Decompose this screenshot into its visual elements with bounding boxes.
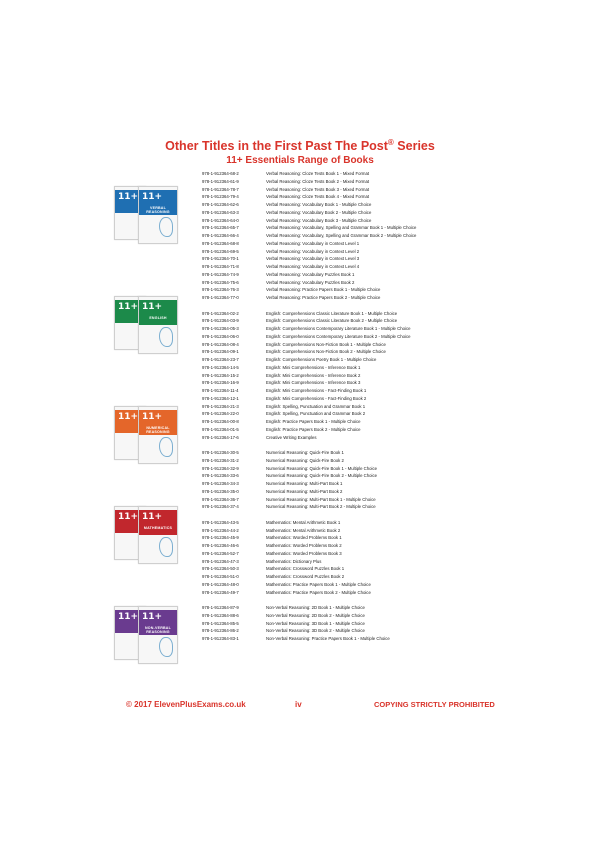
title-row — [202, 465, 422, 473]
title-row — [202, 472, 422, 480]
title-row — [202, 333, 422, 341]
book-title: Numerical Reasoning: Quick-Fire Book 1 - Multiple Choice — [266, 465, 378, 471]
cover-number: 11+ — [118, 412, 139, 422]
title-row — [202, 310, 422, 318]
title-row — [202, 364, 422, 372]
book-title: English: Spelling, Punctuation and Grammar Book 2 — [266, 411, 366, 417]
isbn: 978-1-912364-02-2 — [202, 310, 239, 316]
book-title: English: Practice Papers Book 2 - Multiple Choice — [266, 426, 361, 432]
book-title: Numerical Reasoning: Quick-Fire Book 1 — [266, 450, 344, 455]
book-title: Mathematics: Mental Arithmetic Book 2 — [266, 527, 341, 533]
book-title: Verbal Reasoning: Practice Papers Book 2 - Multiple Choice — [266, 295, 381, 300]
book-title: Verbal Reasoning: Cloze Tests Book 3 - Mixed Format — [266, 186, 370, 192]
isbn: 978-1-912364-17-6 — [202, 434, 239, 440]
cover-number: 11+ — [142, 192, 163, 202]
book-cover — [138, 186, 178, 244]
title-row — [202, 449, 422, 457]
book-title: Numerical Reasoning: Multi-Part Book 1 — [266, 481, 343, 486]
title-row — [202, 317, 422, 325]
book-title: Mathematics: Worded Problems Book 1 — [266, 535, 342, 541]
cover-number: 11+ — [142, 302, 163, 312]
isbn: 978-1-912364-62-6 — [202, 202, 239, 207]
book-title: Verbal Reasoning: Vocabulary Book 1 - Multiple Choice — [266, 202, 372, 207]
book-title: Verbal Reasoning: Vocabulary, Spelling and Grammar Book 2 - Multiple Choice — [266, 233, 417, 238]
page-title — [0, 138, 600, 153]
isbn: 978-1-912364-66-4 — [202, 233, 239, 238]
isbn: 978-1-912364-22-0 — [202, 411, 239, 417]
title-row — [202, 457, 422, 465]
title-row — [202, 248, 422, 256]
title-row — [202, 550, 422, 558]
book-cover-group-maths — [114, 506, 184, 562]
isbn: 978-1-912364-23-7 — [202, 357, 239, 362]
isbn: 978-1-912364-46-6 — [202, 543, 239, 548]
book-title: Verbal Reasoning: Cloze Tests Book 2 - Mixed Format — [266, 178, 370, 184]
book-title: English: Comprehensions Contemporary Literature Book 1 - Multiple Choice — [266, 326, 411, 331]
title-row — [202, 403, 422, 411]
isbn: 978-1-912364-64-0 — [202, 217, 239, 223]
isbn: 978-1-912364-77-0 — [202, 295, 239, 300]
isbn: 978-1-912364-75-6 — [202, 279, 239, 285]
isbn: 978-1-912364-08-4 — [202, 341, 239, 347]
cover-label: NON-VERBAL REASONING — [145, 626, 171, 634]
isbn: 978-1-912364-45-9 — [202, 535, 239, 541]
book-title: Verbal Reasoning: Vocabulary Book 3 - Multiple Choice — [266, 217, 372, 223]
cover-label: NUMERICAL REASONING — [146, 426, 170, 434]
book-title: Mathematics: Dictionary Plus — [266, 558, 322, 564]
isbn: 978-1-912364-35-0 — [202, 488, 239, 494]
isbn: 978-1-912364-14-5 — [202, 364, 239, 370]
cover-number: 11+ — [118, 512, 139, 522]
isbn: 978-1-912364-61-9 — [202, 178, 239, 184]
title-row — [202, 418, 422, 426]
title-list — [202, 170, 422, 643]
book-title: Mathematics: Mental Arithmetic Book 1 — [266, 519, 341, 525]
cover-swirl-icon — [159, 327, 173, 347]
isbn: 978-1-912364-48-0 — [202, 581, 239, 587]
isbn: 978-1-912364-06-0 — [202, 333, 239, 339]
isbn: 978-1-912364-44-2 — [202, 527, 239, 533]
book-title: Numerical Reasoning: Multi-Part Book 1 - Multiple Choice — [266, 496, 376, 502]
book-title: Verbal Reasoning: Vocabulary in Context Level 2 — [266, 248, 360, 254]
book-title: English: Mini Comprehensions - Fact-Finding Book 2 — [266, 395, 367, 401]
isbn: 978-1-912364-49-7 — [202, 589, 239, 595]
title-row — [202, 201, 422, 209]
book-title: English: Spelling, Punctuation and Grammar Book 1 — [266, 403, 366, 409]
isbn: 978-1-912364-88-6 — [202, 612, 239, 618]
title-row — [202, 519, 422, 527]
title-row — [202, 348, 422, 356]
cover-number: 11+ — [142, 412, 163, 422]
cover-number: 11+ — [118, 192, 139, 202]
book-cover-group-verbal — [114, 186, 184, 242]
isbn: 978-1-912364-11-4 — [202, 388, 239, 393]
isbn: 978-1-912364-00-8 — [202, 419, 239, 424]
title-row — [202, 581, 422, 589]
title-row — [202, 503, 422, 511]
book-title: Numerical Reasoning: Multi-Part Book 2 - Multiple Choice — [266, 504, 376, 510]
title-row — [202, 426, 422, 434]
title-row — [202, 286, 422, 294]
title-row — [202, 325, 422, 333]
book-title: Non-Verbal Reasoning: 3D Book 1 - Multiple Choice — [266, 620, 365, 626]
book-cover-group-numerical — [114, 406, 184, 462]
title-row — [202, 558, 422, 566]
title-row — [202, 627, 422, 635]
title-row — [202, 170, 422, 178]
title-row — [202, 217, 422, 225]
title-row — [202, 193, 422, 201]
book-title: English: Practice Papers Book 1 - Multiple Choice — [266, 419, 361, 424]
book-title: English: Comprehensions Classic Literature Book 1 - Multiple Choice — [266, 310, 398, 316]
book-title: English: Comprehensions Non-Fiction Book 2 - Multiple Choice — [266, 349, 386, 355]
cover-swirl-icon — [159, 537, 173, 557]
title-row — [202, 565, 422, 573]
isbn: 978-1-912364-51-0 — [202, 574, 239, 579]
book-title: Verbal Reasoning: Practice Papers Book 1 - Multiple Choice — [266, 287, 381, 293]
isbn: 978-1-912364-87-9 — [202, 605, 239, 610]
cover-number: 11+ — [142, 512, 163, 522]
isbn: 978-1-912364-21-3 — [202, 403, 239, 409]
cover-label: MATHEMATICS — [143, 526, 173, 530]
isbn: 978-1-912364-37-4 — [202, 504, 239, 510]
book-title: Verbal Reasoning: Cloze Tests Book 1 - Mixed Format — [266, 171, 370, 176]
book-cover — [138, 406, 178, 464]
isbn: 978-1-912364-36-7 — [202, 496, 239, 502]
section-gap — [202, 596, 422, 604]
title-row — [202, 372, 422, 380]
footer-copyright: © 2017 ElevenPlusExams.co.uk — [126, 700, 246, 709]
isbn: 978-1-912364-34-3 — [202, 481, 239, 486]
isbn: 978-1-912364-86-2 — [202, 628, 239, 634]
title-row — [202, 271, 422, 279]
title-row — [202, 356, 422, 364]
book-title: Numerical Reasoning: Multi-Part Book 2 — [266, 488, 343, 494]
section-gap — [202, 511, 422, 519]
isbn: 978-1-912364-63-3 — [202, 209, 239, 215]
title-row — [202, 488, 422, 496]
cover-swirl-icon — [159, 437, 173, 457]
title-row — [202, 263, 422, 271]
book-title: Non-Verbal Reasoning: Practice Papers Book 1 - Multiple Choice — [266, 636, 390, 641]
section-gap — [202, 441, 422, 449]
isbn: 978-1-912364-31-2 — [202, 457, 239, 463]
isbn: 978-1-912364-50-3 — [202, 566, 239, 572]
isbn: 978-1-912364-43-5 — [202, 519, 239, 525]
book-title: Mathematics: Worded Problems Book 3 — [266, 550, 342, 556]
isbn: 978-1-912364-68-8 — [202, 240, 239, 246]
isbn: 978-1-912364-47-3 — [202, 558, 239, 564]
isbn: 978-1-912364-30-5 — [202, 450, 239, 455]
book-title: Verbal Reasoning: Vocabulary, Spelling and Grammar Book 1 - Multiple Choice — [266, 225, 417, 231]
book-title: Verbal Reasoning: Cloze Tests Book 4 - Mixed Format — [266, 194, 370, 200]
book-title: Creative Writing Examples — [266, 434, 317, 440]
title-row — [202, 480, 422, 488]
book-title: Verbal Reasoning: Vocabulary in Context Level 1 — [266, 240, 360, 246]
title-row — [202, 434, 422, 442]
isbn: 978-1-912364-32-9 — [202, 465, 239, 471]
cover-swirl-icon — [159, 217, 173, 237]
footer-notice: COPYING STRICTLY PROHIBITED — [374, 700, 495, 709]
book-title: Non-Verbal Reasoning: 3D Book 2 - Multiple Choice — [266, 628, 365, 634]
isbn: 978-1-912364-71-8 — [202, 264, 239, 269]
title-row — [202, 589, 422, 597]
book-title: English: Mini Comprehensions - Inference Book 2 — [266, 372, 361, 378]
book-title: English: Comprehensions Classic Literature Book 2 - Multiple Choice — [266, 318, 398, 324]
isbn: 978-1-912364-83-1 — [202, 636, 239, 641]
book-title: English: Comprehensions Poetry Book 1 - Multiple Choice — [266, 357, 377, 362]
isbn: 978-1-912364-70-1 — [202, 256, 239, 262]
isbn: 978-1-912364-15-2 — [202, 372, 239, 378]
title-row — [202, 178, 422, 186]
book-title: English: Comprehensions Contemporary Literature Book 2 - Multiple Choice — [266, 333, 411, 339]
book-title: Mathematics: Practice Papers Book 1 - Multiple Choice — [266, 581, 371, 587]
cover-label: ENGLISH — [149, 316, 167, 320]
title-row — [202, 604, 422, 612]
isbn: 978-1-912364-68-2 — [202, 171, 239, 176]
title-row — [202, 612, 422, 620]
book-cover-group-english — [114, 296, 184, 352]
isbn: 978-1-912364-76-3 — [202, 287, 239, 293]
isbn: 978-1-912364-52-7 — [202, 550, 239, 556]
footer-page-number: iv — [295, 700, 302, 709]
title-row — [202, 573, 422, 581]
cover-number: 11+ — [118, 612, 139, 622]
title-row — [202, 620, 422, 628]
book-title: Mathematics: Crossword Puzzles Book 2 — [266, 574, 345, 579]
title-suffix: Series — [393, 139, 435, 154]
title-row — [202, 542, 422, 550]
book-title: Verbal Reasoning: Vocabulary Book 2 - Multiple Choice — [266, 209, 372, 215]
isbn: 978-1-912364-03-9 — [202, 318, 239, 324]
book-title: Verbal Reasoning: Vocabulary Puzzles Book 2 — [266, 279, 355, 285]
book-title: Verbal Reasoning: Vocabulary Puzzles Book 1 — [266, 271, 355, 277]
isbn: 978-1-912364-33-6 — [202, 473, 239, 479]
isbn: 978-1-912364-12-1 — [202, 395, 239, 401]
title-row — [202, 635, 422, 643]
title-row — [202, 379, 422, 387]
book-title: Non-Verbal Reasoning: 2D Book 1 - Multiple Choice — [266, 605, 365, 610]
book-title: Mathematics: Crossword Puzzles Book 1 — [266, 566, 345, 572]
book-title: Verbal Reasoning: Vocabulary in Context Level 4 — [266, 264, 360, 269]
title-row — [202, 395, 422, 403]
book-title: Mathematics: Worded Problems Book 2 — [266, 543, 342, 548]
isbn: 978-1-912364-05-3 — [202, 326, 239, 331]
isbn: 978-1-912364-78-7 — [202, 186, 239, 192]
section-gap — [202, 302, 422, 310]
title-row — [202, 209, 422, 217]
book-title: Mathematics: Practice Papers Book 2 - Multiple Choice — [266, 589, 371, 595]
book-title: Non-Verbal Reasoning: 2D Book 2 - Multiple Choice — [266, 612, 365, 618]
isbn: 978-1-912364-16-9 — [202, 380, 239, 386]
isbn: 978-1-912364-79-4 — [202, 194, 239, 200]
book-cover — [138, 506, 178, 564]
title-row — [202, 534, 422, 542]
page-subtitle: 11+ Essentials Range of Books — [226, 155, 374, 166]
registered-mark: ® — [387, 138, 394, 147]
book-title: Numerical Reasoning: Quick-Fire Book 2 - Multiple Choice — [266, 473, 378, 479]
isbn: 978-1-912364-01-5 — [202, 426, 239, 432]
title-row — [202, 527, 422, 535]
cover-number: 11+ — [142, 612, 163, 622]
book-title: Numerical Reasoning: Quick-Fire Book 2 — [266, 457, 344, 463]
title-row — [202, 232, 422, 240]
isbn: 978-1-912364-85-5 — [202, 620, 239, 626]
title-row — [202, 496, 422, 504]
cover-label: VERBAL REASONING — [146, 206, 170, 214]
cover-swirl-icon — [159, 637, 173, 657]
book-cover-group-nonverbal — [114, 606, 184, 662]
title-row — [202, 279, 422, 287]
isbn: 978-1-912364-65-7 — [202, 225, 239, 231]
title-row — [202, 410, 422, 418]
isbn: 978-1-912364-74-9 — [202, 271, 239, 277]
title-text: Other Titles in the First Past The Post — [165, 139, 388, 154]
isbn: 978-1-912364-09-1 — [202, 349, 239, 355]
book-cover — [138, 606, 178, 664]
title-row — [202, 240, 422, 248]
book-title: English: Mini Comprehensions - Fact-Finding Book 1 — [266, 388, 367, 393]
book-title: English: Comprehensions Non-Fiction Book 1 - Multiple Choice — [266, 341, 386, 347]
book-title: English: Mini Comprehensions - Inference Book 3 — [266, 380, 361, 386]
title-row — [202, 224, 422, 232]
cover-number: 11+ — [118, 302, 139, 312]
title-row — [202, 387, 422, 395]
book-cover — [138, 296, 178, 354]
title-row — [202, 341, 422, 349]
title-row — [202, 186, 422, 194]
book-title: English: Mini Comprehensions - Inference Book 1 — [266, 364, 361, 370]
isbn: 978-1-912364-69-5 — [202, 248, 239, 254]
title-row — [202, 255, 422, 263]
book-title: Verbal Reasoning: Vocabulary in Context Level 3 — [266, 256, 360, 262]
title-row — [202, 294, 422, 302]
